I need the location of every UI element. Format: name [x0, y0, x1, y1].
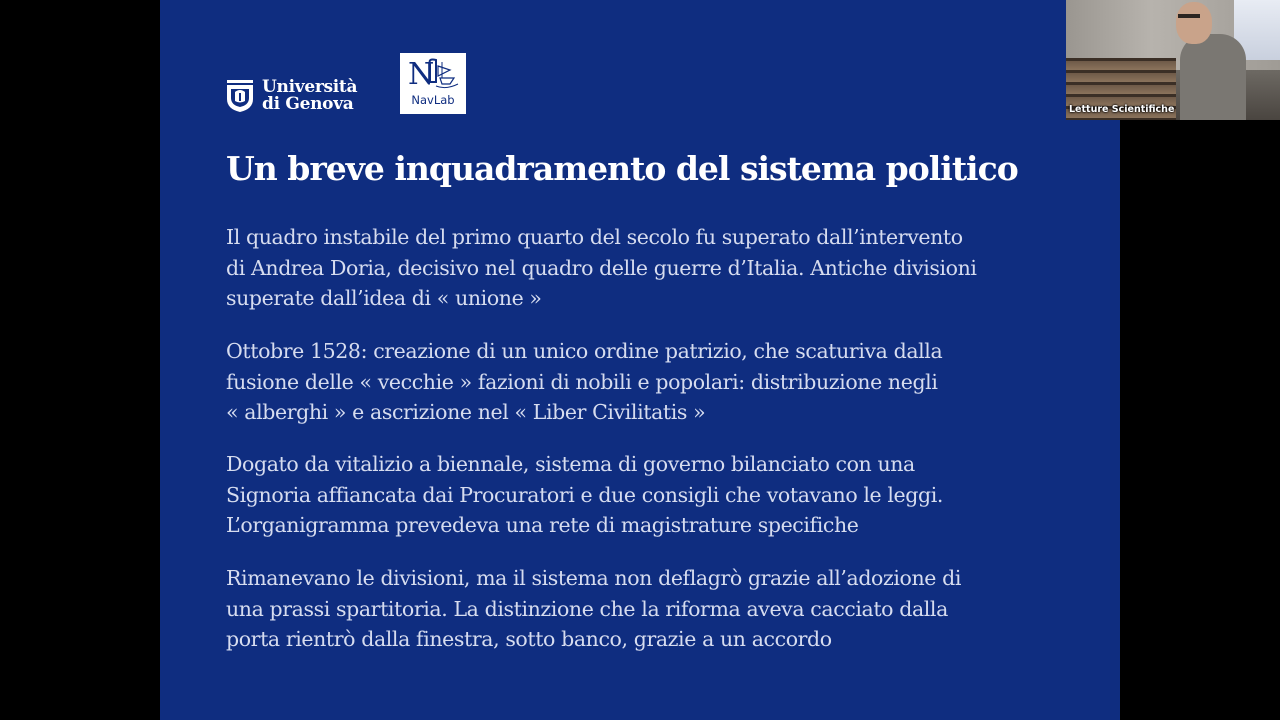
unige-crest-icon [226, 79, 254, 113]
paragraph-line: Ottobre 1528: creazione di un unico ordine patrizio, che scaturiva dalla [226, 339, 943, 363]
presentation-slide [160, 0, 1120, 720]
paragraph-line: Il quadro instabile del primo quarto del secolo fu superato dall’intervento [226, 225, 963, 249]
university-name [262, 79, 357, 113]
paragraph-line: Dogato da vitalizio a biennale, sistema di governo bilanciato con una [226, 452, 915, 476]
speaker-body [1180, 34, 1246, 120]
university-logo [226, 76, 357, 116]
speaker-glasses [1178, 14, 1200, 18]
paragraph-line: fusione delle « vecchie » fazioni di nobili e popolari: distribuzione negli [226, 369, 938, 394]
university-name-line2: di Genova [262, 94, 354, 114]
slide-paragraph [226, 563, 1106, 655]
paragraph-line: L’organigramma prevedeva una rete di magistrature specifiche [226, 513, 859, 537]
navlab-ship-icon [406, 56, 460, 92]
speaker-head [1176, 2, 1212, 44]
paragraph-line: Signoria affiancata dai Procuratori e due consigli che votavano le leggi. [226, 482, 943, 507]
participant-name-label: Letture Scientifiche [1069, 104, 1175, 115]
slide-paragraph [226, 336, 1106, 428]
paragraph-line: di Andrea Doria, decisivo nel quadro delle guerre d’Italia. Antiche divisioni [226, 255, 977, 280]
paragraph-line: « alberghi » e ascrizione nel « Liber Civilitatis » [226, 400, 706, 424]
paragraph-line: una prassi spartitoria. La distinzione che la riforma aveva cacciato dalla [226, 596, 948, 621]
paragraph-line: superate dall’idea di « unione » [226, 286, 542, 310]
navlab-logo [400, 53, 466, 114]
paragraph-line: porta rientrò dalla finestra, sotto banco, grazie a un accordo [226, 627, 832, 651]
university-name-line1: Università [262, 77, 358, 97]
slide-paragraph [226, 449, 1106, 541]
webcam-video-tile[interactable] [1066, 0, 1280, 120]
svg-text:N: N [408, 57, 435, 92]
slide-paragraph [226, 222, 1106, 314]
slide-title: Un breve inquadramento del sistema politico [226, 149, 1018, 188]
navlab-label: NavLab [411, 93, 455, 107]
paragraph-line: Rimanevano le divisioni, ma il sistema non deflagrò grazie all’adozione di [226, 566, 962, 590]
